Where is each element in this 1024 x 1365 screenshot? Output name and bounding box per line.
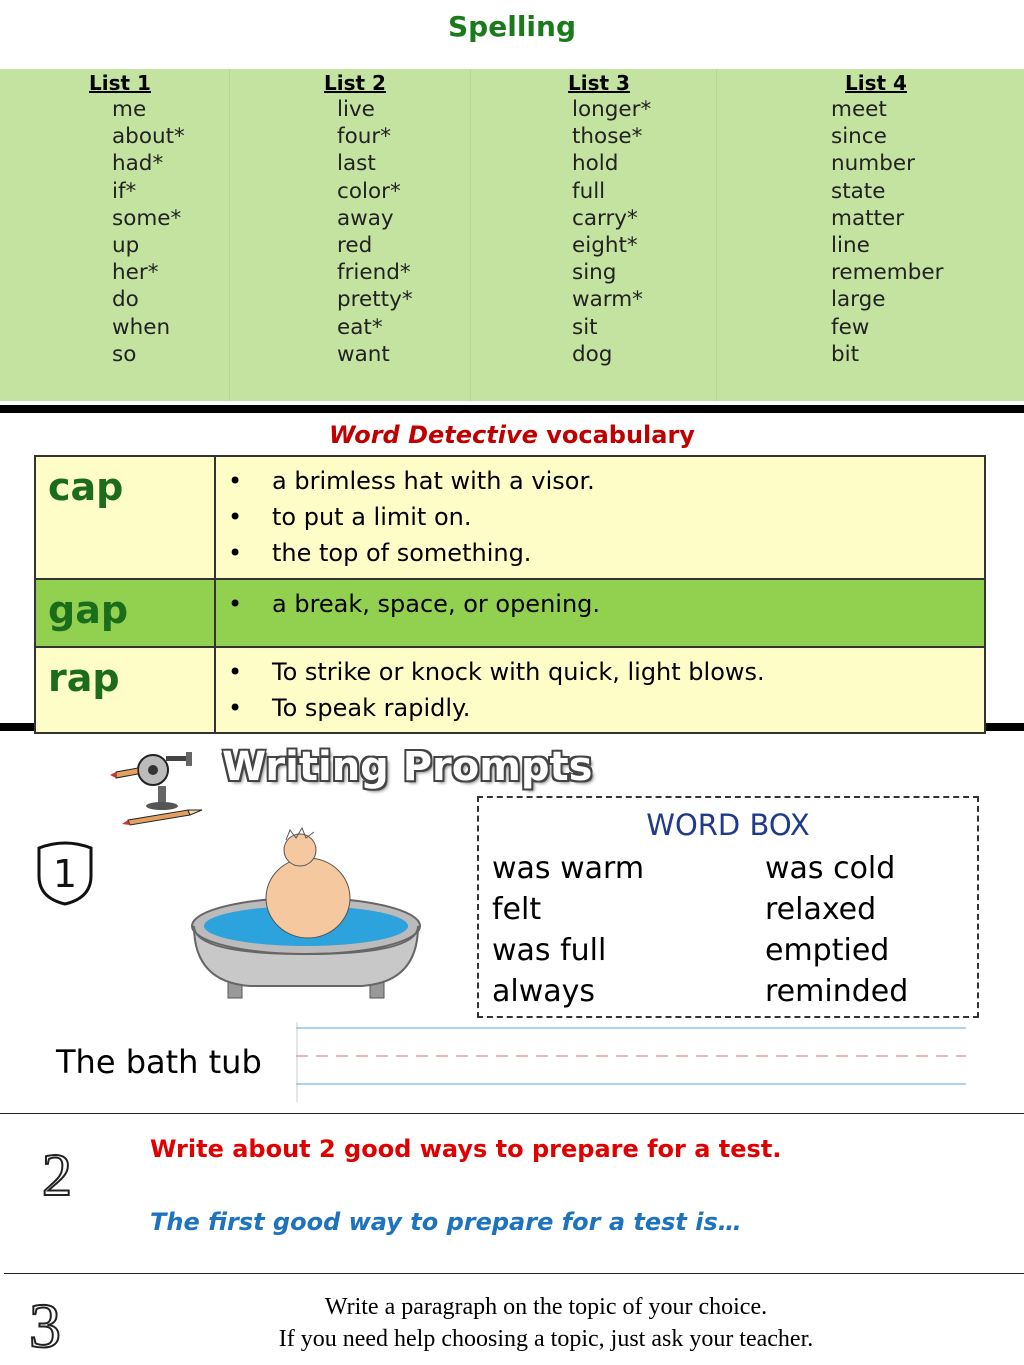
prompt-3-line-2: If you need help choosing a topic, just ask your teacher. [278,1326,814,1352]
vocabulary-term: rap [35,647,215,733]
prompt-2-number-icon [32,1145,82,1201]
spelling-word: up [112,233,140,259]
list-1-words [112,96,185,368]
list-4-heading: List 4 [845,71,907,95]
spelling-word: those* [572,124,643,150]
vocabulary-definitions [215,647,985,733]
spelling-word: eight* [572,233,638,259]
list-1-heading: List 1 [89,71,151,95]
prompt-1-number: 1 [52,852,78,896]
spelling-word: full [572,178,606,204]
spelling-word: if* [112,178,137,204]
spelling-word: since [831,124,887,150]
spelling-title: Spelling [448,10,576,43]
spelling-word: dog [572,341,613,367]
word-box-item: emptied [765,933,890,968]
writing-prompts-title: Writing Prompts [222,744,593,790]
vocabulary-definitions [215,579,985,647]
section-divider [0,1113,1024,1114]
spelling-word: away [337,205,394,231]
definition-item: • the top of something. [228,535,984,571]
vocabulary-title-rest: vocabulary [537,421,695,449]
definition-item: • To strike or knock with quick, light blows. [228,654,984,690]
spelling-word: longer* [572,97,652,122]
word-box-item: reminded [765,974,909,1009]
definition-item: • a break, space, or opening. [228,586,984,622]
spelling-word: remember [831,260,944,286]
vocabulary-definitions [215,456,985,579]
word-box [477,796,979,1018]
list-3-heading: List 3 [568,71,630,95]
spelling-word: pretty* [337,287,413,313]
list-2-words [337,96,413,368]
spelling-word: her* [112,260,159,286]
vocabulary-row [35,647,985,733]
definition-item: • To speak rapidly. [228,690,984,726]
word-box-item: always [492,974,596,1009]
definition-item: • a brimless hat with a visor. [228,463,984,499]
spelling-word: so [112,341,137,367]
section-divider [4,1273,1024,1274]
spelling-word: matter [831,205,905,231]
spelling-lists-panel [0,69,1024,401]
list-2-heading: List 2 [324,71,386,95]
spelling-word: about* [112,124,185,150]
spelling-word: live [337,97,375,122]
column-divider [716,69,717,401]
vocabulary-term: gap [35,579,215,647]
vocabulary-row [35,579,985,647]
spelling-word: line [831,233,870,259]
word-box-item: relaxed [765,892,877,927]
vocabulary-table [34,455,986,734]
word-box-title [479,808,977,842]
spelling-word: want [337,341,390,367]
spelling-word: friend* [337,260,411,286]
spelling-word: color* [337,178,401,204]
spelling-word: carry* [572,205,638,231]
spelling-word: large [831,287,886,313]
spelling-word: sit [572,314,598,340]
word-box-item: felt [492,892,542,927]
list-4-words [831,96,943,368]
sentence-starter-label: The bath tub [56,1043,262,1081]
spelling-word: few [831,314,870,340]
prompt-3-number: 3 [29,1293,61,1353]
spelling-word: meet [831,97,887,122]
handwriting-lines[interactable] [296,1022,966,1102]
word-box-item: was full [492,933,607,968]
spelling-word: four* [337,124,391,150]
spelling-word: warm* [572,287,643,313]
prompt-2-text: Write about 2 good ways to prepare for a test. [150,1135,782,1163]
pencil-sharpener-icon [108,748,208,826]
word-box-right-column [765,848,908,1012]
spelling-word: sing [572,260,617,286]
word-box-title-text: WORD BOX [646,808,810,842]
prompt-3-line-1: Write a paragraph on the topic of your choice. [324,1294,768,1320]
spelling-word: number [831,151,915,177]
word-box-item: was warm [492,851,645,886]
section-divider [0,405,1024,413]
spelling-word: some* [112,205,182,231]
spelling-word: hold [572,151,619,177]
word-box-item: was cold [765,851,896,886]
word-box-left-column [492,848,644,1012]
spelling-word: when [112,314,171,340]
spelling-word: bit [831,341,860,367]
vocabulary-title [0,421,1024,449]
spelling-word: eat* [337,314,383,340]
definition-item: • to put a limit on. [228,499,984,535]
list-3-words [572,96,651,368]
prompt-2-number: 2 [42,1145,72,1201]
spelling-word: last [337,151,376,177]
prompt-1-shield-icon [33,838,97,906]
man-in-bathtub-illustration [190,826,422,1004]
spelling-word: me [112,97,147,122]
vocabulary-term: cap [35,456,215,579]
column-divider [470,69,471,401]
vocabulary-title-italic: Word Detective [329,421,538,449]
spelling-word: red [337,233,373,259]
spelling-word: had* [112,151,164,177]
spelling-word: do [112,287,139,313]
prompt-2-starter: The first good way to prepare for a test is… [150,1208,742,1236]
column-divider [229,69,230,401]
vocabulary-row [35,456,985,579]
spelling-word: state [831,178,886,204]
